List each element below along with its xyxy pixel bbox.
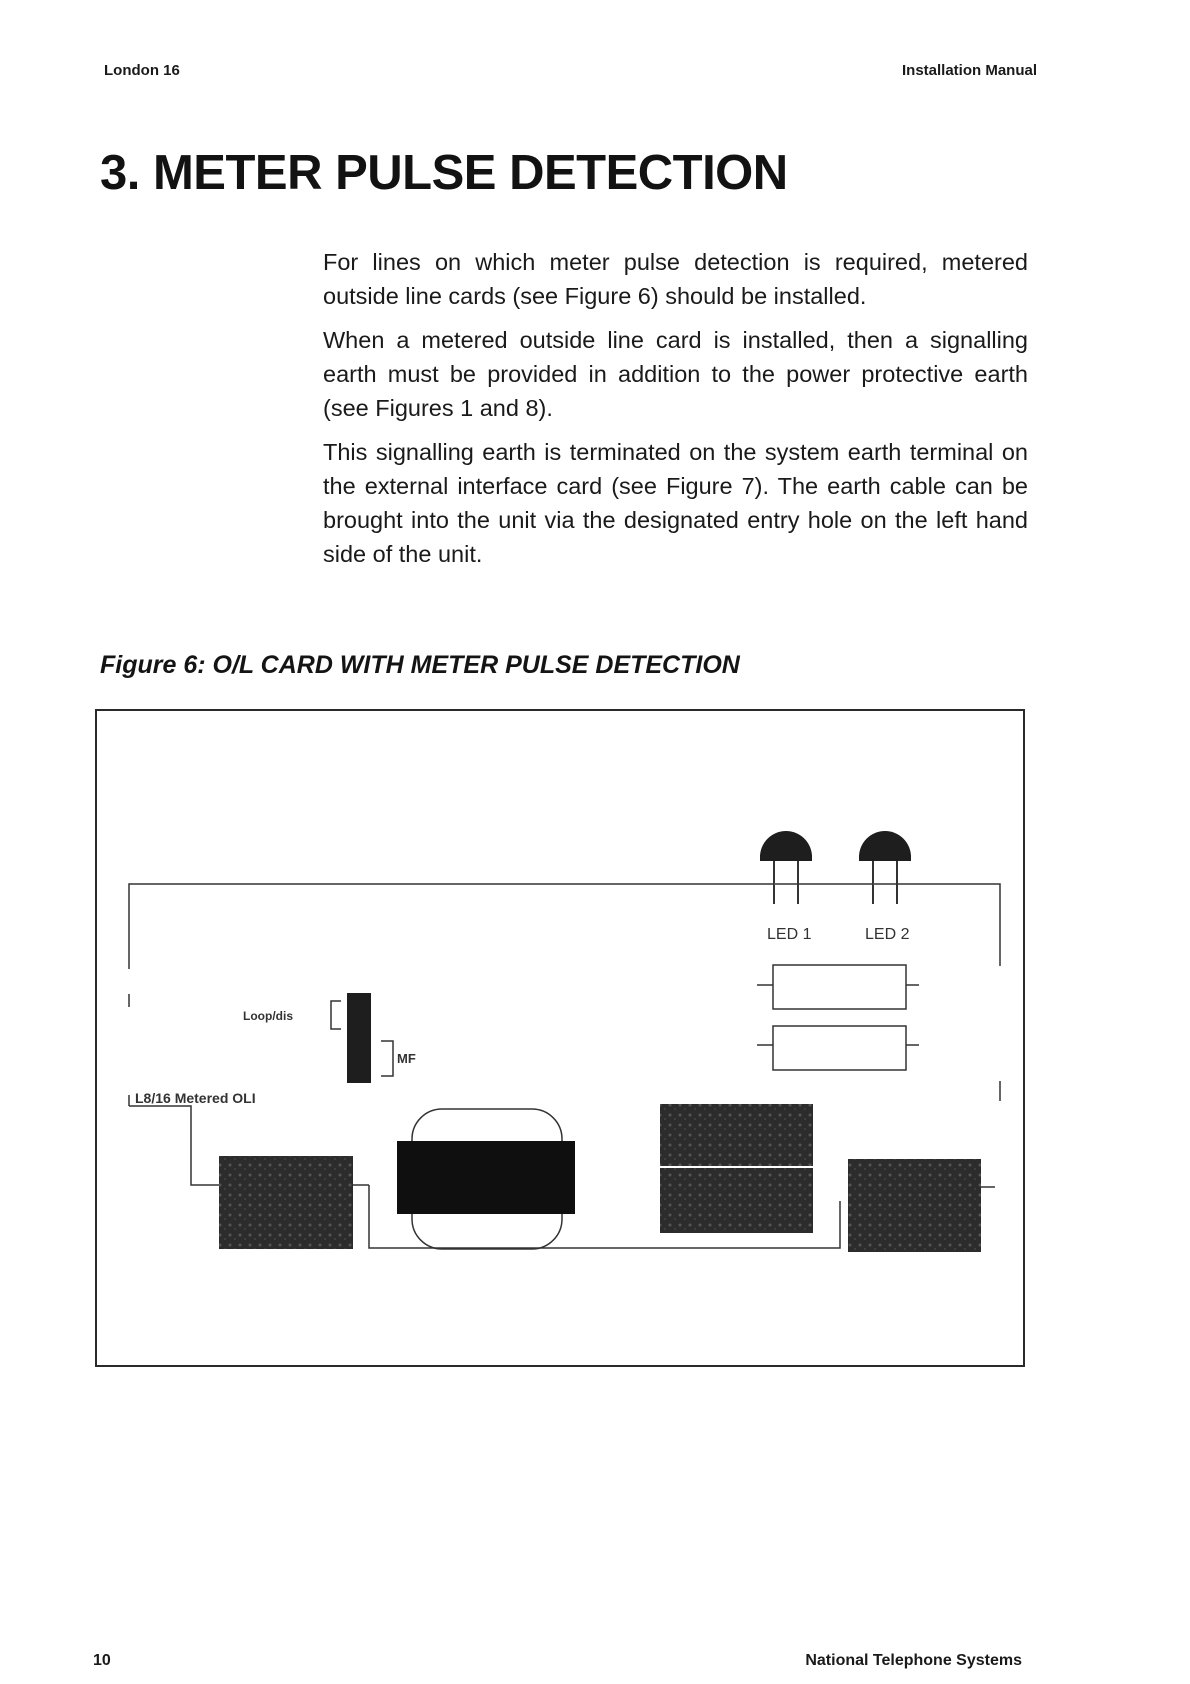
- header-left: London 16: [104, 62, 180, 79]
- led-1-icon: [760, 831, 812, 904]
- component-3a: [660, 1104, 813, 1166]
- led-1-label: LED 1: [767, 926, 812, 943]
- header-right: Installation Manual: [901, 62, 1037, 79]
- loopdis-label: Loop/dis: [243, 1009, 293, 1023]
- resistor-2: [757, 1026, 919, 1070]
- led-2-icon: [859, 831, 911, 904]
- loopdis-bracket: [331, 1001, 341, 1029]
- component-4: [848, 1159, 981, 1252]
- footer-company: National Telephone Systems: [805, 1652, 1022, 1669]
- card-name-bracket: [129, 1095, 219, 1185]
- body-text: [323, 245, 1028, 581]
- jumper-block: [347, 993, 371, 1083]
- figure-caption: Figure 6: O/L CARD WITH METER PULSE DETECTION: [100, 651, 740, 679]
- mf-bracket: [381, 1041, 393, 1076]
- paragraph-3: This signalling earth is terminated on the system earth terminal on the external interface card (see Figure 7). The earth cable can be brought into the unit via the designated entry hole on the left hand side of the unit.: [323, 439, 1028, 567]
- led-2-label: LED 2: [865, 926, 910, 943]
- figure-frame: [95, 709, 1025, 1367]
- resistor-1: [757, 965, 919, 1009]
- paragraph-1: For lines on which meter pulse detection is required, metered outside line cards (see Figure 6) should be installed.: [323, 249, 1028, 309]
- component-2: [397, 1141, 575, 1214]
- mf-label: MF: [397, 1051, 416, 1066]
- card-name-label: L8/16 Metered OLI: [135, 1090, 256, 1106]
- component-1: [219, 1156, 353, 1249]
- page-number: 10: [93, 1652, 111, 1669]
- page-title: 3. METER PULSE DETECTION: [100, 146, 788, 200]
- paragraph-2: When a metered outside line card is installed, then a signalling earth must be provided in addition to the power protective earth (see Figures 1 and 8).: [323, 327, 1028, 421]
- card-diagram: [97, 711, 1023, 1365]
- component-3b: [660, 1168, 813, 1233]
